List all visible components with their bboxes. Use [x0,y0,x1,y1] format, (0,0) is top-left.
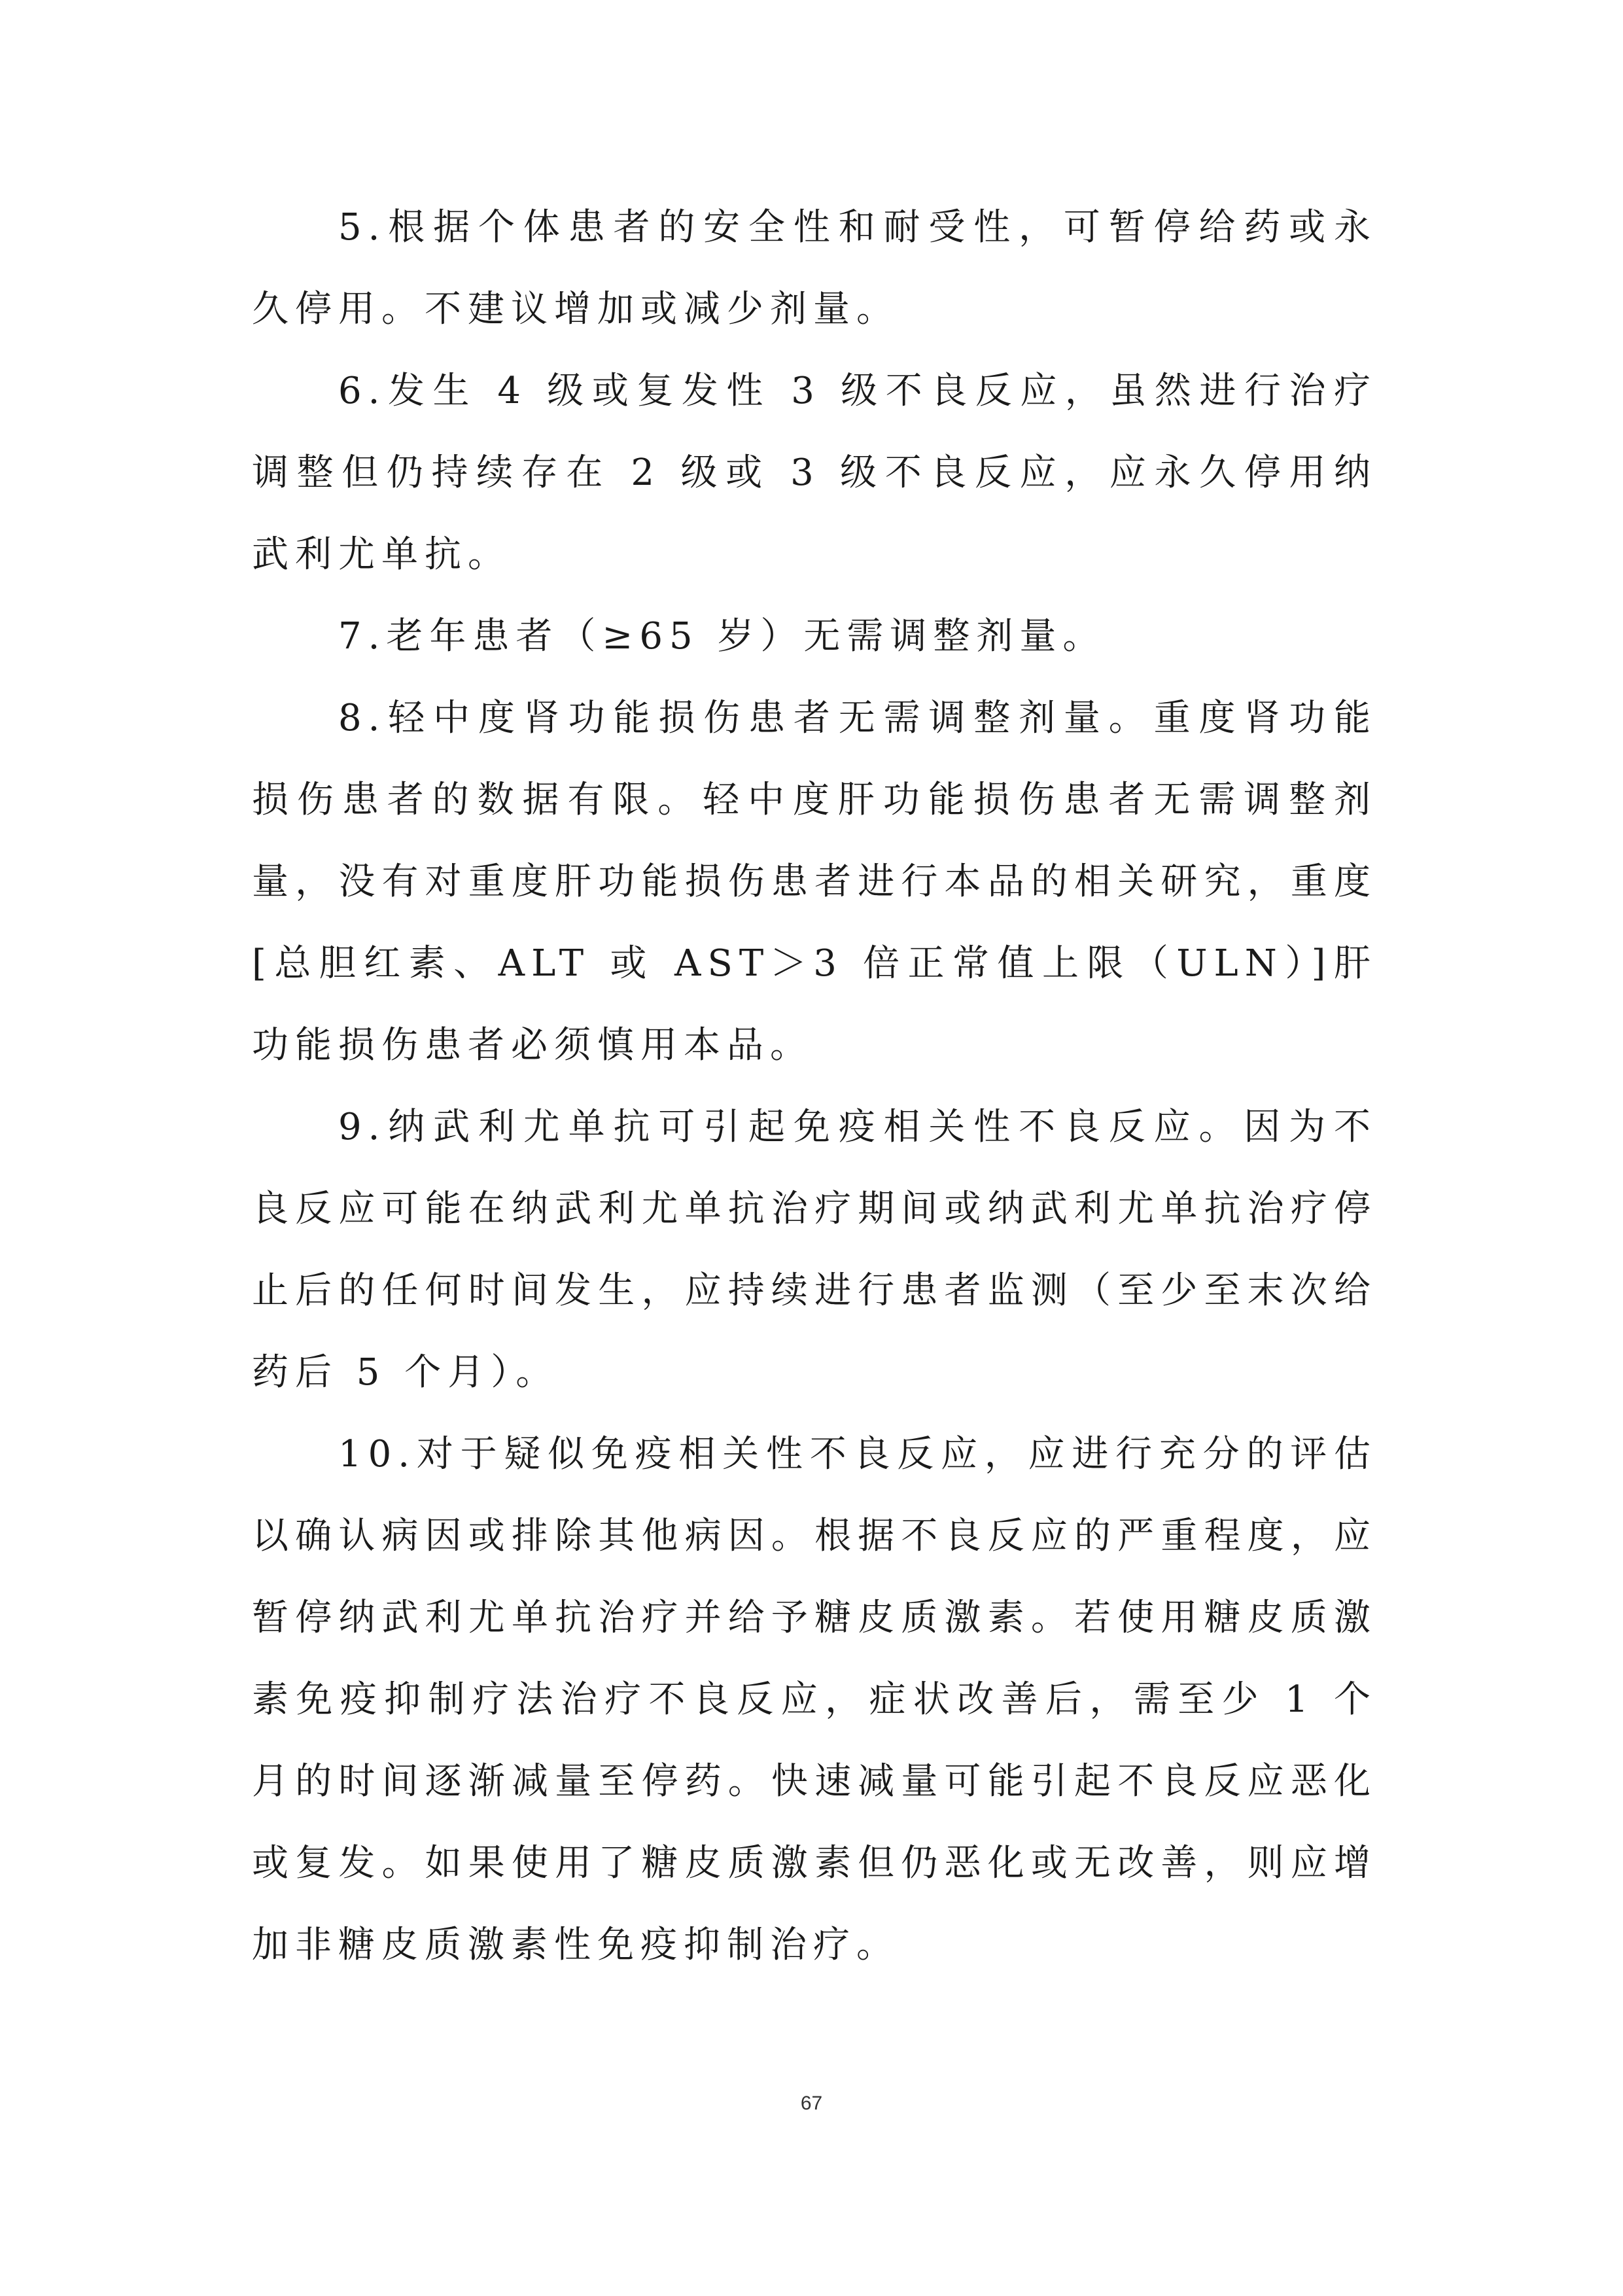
paragraph-item-7: 7.老年患者（≥65 岁）无需调整剂量。 [338,615,1106,658]
body-text [252,186,1377,1986]
paragraph-item-5: 5.根据个体患者的安全性和耐受性，可暂停给药或永久停用。不建议增加或减少剂量。 [252,206,1377,330]
page-number: 67 [800,2093,823,2114]
paragraph-item-9: 9.纳武利尤单抗可引起免疫相关性不良反应。因为不良反应可能在纳武利尤单抗治疗期间或纳武利尤单抗治疗停止后的任何时间发生，应持续进行患者监测（至少至末次给药后 5 个月）。 [252,1106,1377,1394]
paragraph-item-8: 8.轻中度肾功能损伤患者无需调整剂量。重度肾功能损伤患者的数据有限。轻中度肝功能损伤患者无需调整剂量，没有对重度肝功能损伤患者进行本品的相关研究，重度[总胆红素、ALT 或 AST＞3 倍正常值上限（ULN）]肝功能损伤患者必须慎用本品。 [252,697,1377,1067]
paragraph-item-6: 6.发生 4 级或复发性 3 级不良反应，虽然进行治疗调整但仍持续存在 2 级或 3 级不良反应，应永久停用纳武利尤单抗。 [252,370,1377,576]
paragraph-item-10: 10.对于疑似免疫相关性不良反应，应进行充分的评估以确认病因或排除其他病因。根据不良反应的严重程度，应暂停纳武利尤单抗治疗并给予糖皮质激素。若使用糖皮质激素免疫抑制疗法治疗不良反应，症状改善后，需至少 1 个月的时间逐渐减量至停药。快速减量可能引起不良反应恶化或复发。如果使用了糖皮质激素但仍恶化或无改善，则应增加非糖皮质激素性免疫抑制治疗。 [252,1433,1377,1966]
